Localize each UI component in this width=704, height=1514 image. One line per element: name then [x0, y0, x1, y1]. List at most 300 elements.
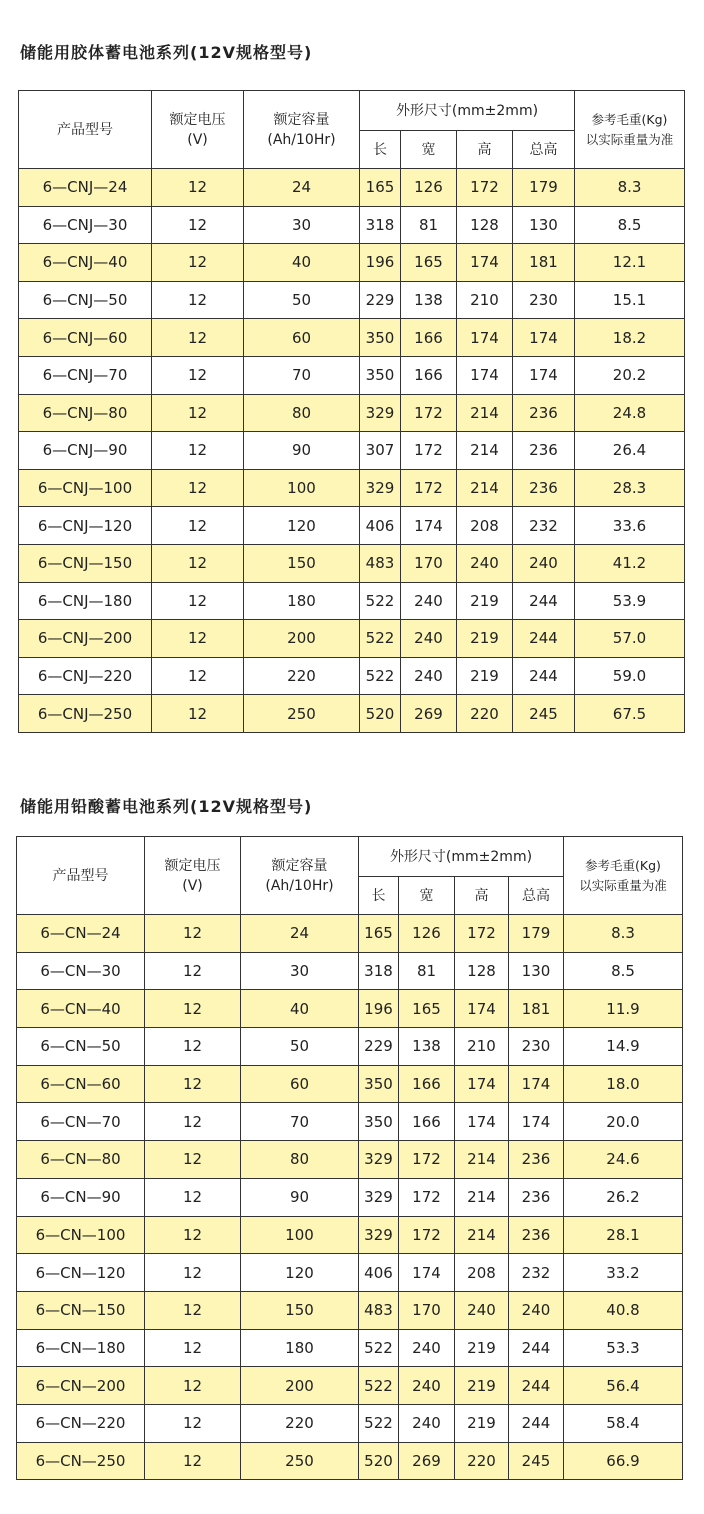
cell-voltage: 12 [145, 1216, 241, 1254]
cell-height: 214 [457, 394, 513, 432]
cell-total-height: 236 [509, 1141, 564, 1179]
header-height: 高 [457, 131, 513, 169]
cell-length: 329 [360, 469, 401, 507]
cell-length: 329 [360, 394, 401, 432]
cell-height: 208 [457, 507, 513, 545]
cell-model: 6—CN—220 [17, 1404, 145, 1442]
table-row [17, 1216, 683, 1254]
cell-weight: 20.2 [575, 356, 685, 394]
header-voltage-line2: (V) [187, 131, 208, 148]
cell-length: 483 [360, 544, 401, 582]
cell-width: 240 [399, 1404, 455, 1442]
cell-weight: 26.2 [564, 1178, 683, 1216]
cell-voltage: 12 [152, 657, 244, 695]
cell-capacity: 220 [241, 1404, 359, 1442]
cell-height: 172 [457, 169, 513, 207]
header-capacity-line1: 额定容量 [271, 857, 328, 874]
cell-height: 128 [455, 952, 509, 990]
cell-total-height: 240 [513, 544, 575, 582]
cell-model: 6—CN—80 [17, 1141, 145, 1179]
cell-length: 483 [359, 1291, 399, 1329]
cell-model: 6—CNJ—100 [19, 469, 152, 507]
cell-total-height: 179 [509, 915, 564, 953]
cell-width: 166 [401, 319, 457, 357]
table-row [19, 544, 685, 582]
cell-model: 6—CNJ—40 [19, 244, 152, 282]
cell-height: 220 [457, 695, 513, 733]
header-capacity-line2: (Ah/10Hr) [267, 131, 336, 148]
cell-capacity: 180 [244, 582, 360, 620]
header-model: 产品型号 [17, 837, 145, 915]
section-title-gel: 储能用胶体蓄电池系列(12V规格型号) [20, 43, 313, 62]
cell-total-height: 230 [509, 1028, 564, 1066]
cell-height: 219 [457, 582, 513, 620]
cell-height: 240 [457, 544, 513, 582]
cell-length: 350 [360, 356, 401, 394]
cell-length: 196 [359, 990, 399, 1028]
cell-capacity: 70 [244, 356, 360, 394]
cell-weight: 33.6 [575, 507, 685, 545]
cell-model: 6—CN—30 [17, 952, 145, 990]
cell-voltage: 12 [145, 1254, 241, 1292]
cell-total-height: 245 [509, 1442, 564, 1480]
cell-model: 6—CNJ—200 [19, 620, 152, 658]
cell-length: 318 [359, 952, 399, 990]
cell-weight: 26.4 [575, 432, 685, 470]
cell-model: 6—CNJ—180 [19, 582, 152, 620]
cell-model: 6—CNJ—120 [19, 507, 152, 545]
cell-voltage: 12 [145, 1329, 241, 1367]
header-dimensions: 外形尺寸(mm±2mm) [359, 837, 564, 877]
cell-weight: 56.4 [564, 1367, 683, 1405]
cell-capacity: 200 [241, 1367, 359, 1405]
cell-width: 126 [399, 915, 455, 953]
cell-model: 6—CNJ—50 [19, 281, 152, 319]
cell-model: 6—CN—250 [17, 1442, 145, 1480]
cell-total-height: 174 [509, 1065, 564, 1103]
cell-capacity: 250 [241, 1442, 359, 1480]
cell-model: 6—CNJ—80 [19, 394, 152, 432]
header-voltage [152, 91, 244, 169]
header-weight [564, 837, 683, 915]
table-row [19, 319, 685, 357]
cell-model: 6—CNJ—70 [19, 356, 152, 394]
header-height: 高 [455, 877, 509, 915]
header-weight-line2: 以实际重量为准 [579, 877, 667, 893]
cell-voltage: 12 [145, 1442, 241, 1480]
cell-width: 166 [399, 1103, 455, 1141]
cell-capacity: 220 [244, 657, 360, 695]
table-row [17, 1367, 683, 1405]
cell-length: 406 [359, 1254, 399, 1292]
cell-total-height: 130 [513, 206, 575, 244]
cell-height: 172 [455, 915, 509, 953]
spec-table-gel [18, 90, 685, 733]
cell-width: 240 [401, 657, 457, 695]
cell-capacity: 200 [244, 620, 360, 658]
cell-capacity: 80 [241, 1141, 359, 1179]
table-row [17, 1442, 683, 1480]
cell-length: 318 [360, 206, 401, 244]
cell-width: 240 [399, 1329, 455, 1367]
cell-height: 219 [457, 620, 513, 658]
cell-width: 166 [401, 356, 457, 394]
cell-height: 219 [455, 1367, 509, 1405]
cell-capacity: 150 [241, 1291, 359, 1329]
cell-voltage: 12 [152, 356, 244, 394]
cell-height: 174 [457, 244, 513, 282]
cell-capacity: 40 [241, 990, 359, 1028]
cell-height: 174 [457, 356, 513, 394]
cell-voltage: 12 [145, 1103, 241, 1141]
cell-length: 350 [359, 1103, 399, 1141]
cell-length: 329 [359, 1141, 399, 1179]
cell-length: 522 [360, 657, 401, 695]
cell-total-height: 174 [509, 1103, 564, 1141]
cell-voltage: 12 [152, 432, 244, 470]
cell-weight: 11.9 [564, 990, 683, 1028]
cell-voltage: 12 [152, 206, 244, 244]
cell-length: 229 [360, 281, 401, 319]
cell-voltage: 12 [152, 394, 244, 432]
cell-width: 269 [401, 695, 457, 733]
cell-model: 6—CN—120 [17, 1254, 145, 1292]
cell-total-height: 236 [509, 1216, 564, 1254]
cell-width: 126 [401, 169, 457, 207]
cell-total-height: 240 [509, 1291, 564, 1329]
cell-height: 240 [455, 1291, 509, 1329]
cell-weight: 8.5 [564, 952, 683, 990]
cell-length: 522 [360, 620, 401, 658]
cell-weight: 24.6 [564, 1141, 683, 1179]
cell-model: 6—CN—24 [17, 915, 145, 953]
cell-weight: 15.1 [575, 281, 685, 319]
cell-voltage: 12 [145, 1028, 241, 1066]
cell-voltage: 12 [145, 915, 241, 953]
cell-capacity: 24 [244, 169, 360, 207]
cell-capacity: 90 [244, 432, 360, 470]
cell-model: 6—CN—150 [17, 1291, 145, 1329]
cell-weight: 14.9 [564, 1028, 683, 1066]
cell-length: 520 [360, 695, 401, 733]
cell-weight: 33.2 [564, 1254, 683, 1292]
table-row [17, 1178, 683, 1216]
cell-length: 350 [360, 319, 401, 357]
header-capacity [241, 837, 359, 915]
cell-width: 172 [399, 1141, 455, 1179]
cell-weight: 8.3 [564, 915, 683, 953]
cell-model: 6—CNJ—90 [19, 432, 152, 470]
cell-height: 174 [457, 319, 513, 357]
cell-weight: 57.0 [575, 620, 685, 658]
table-row [17, 952, 683, 990]
header-weight-line1: 参考毛重(Kg) [591, 111, 668, 127]
cell-height: 220 [455, 1442, 509, 1480]
cell-voltage: 12 [145, 1404, 241, 1442]
cell-height: 219 [457, 657, 513, 695]
header-weight [575, 91, 685, 169]
cell-voltage: 12 [152, 582, 244, 620]
cell-width: 240 [401, 620, 457, 658]
header-length: 长 [359, 877, 399, 915]
cell-capacity: 250 [244, 695, 360, 733]
table-row [19, 695, 685, 733]
cell-width: 170 [401, 544, 457, 582]
section-title-lead-acid: 储能用铅酸蓄电池系列(12V规格型号) [20, 797, 313, 816]
table-row [19, 206, 685, 244]
table-row [19, 507, 685, 545]
header-weight-line1: 参考毛重(Kg) [585, 857, 661, 873]
cell-voltage: 12 [152, 244, 244, 282]
cell-capacity: 50 [241, 1028, 359, 1066]
header-model: 产品型号 [19, 91, 152, 169]
cell-width: 138 [401, 281, 457, 319]
cell-length: 196 [360, 244, 401, 282]
cell-voltage: 12 [152, 544, 244, 582]
header-capacity [244, 91, 360, 169]
cell-total-height: 181 [509, 990, 564, 1028]
cell-voltage: 12 [152, 169, 244, 207]
cell-height: 208 [455, 1254, 509, 1292]
cell-model: 6—CNJ—150 [19, 544, 152, 582]
cell-weight: 59.0 [575, 657, 685, 695]
cell-capacity: 40 [244, 244, 360, 282]
cell-capacity: 24 [241, 915, 359, 953]
cell-total-height: 236 [509, 1178, 564, 1216]
cell-voltage: 12 [145, 1141, 241, 1179]
cell-capacity: 80 [244, 394, 360, 432]
header-width: 宽 [399, 877, 455, 915]
table-row [19, 582, 685, 620]
spec-table-lead-acid [16, 836, 683, 1480]
table-body-gel [19, 169, 685, 733]
cell-weight: 8.3 [575, 169, 685, 207]
cell-capacity: 60 [241, 1065, 359, 1103]
table-row [19, 620, 685, 658]
cell-total-height: 179 [513, 169, 575, 207]
cell-weight: 18.0 [564, 1065, 683, 1103]
cell-model: 6—CNJ—250 [19, 695, 152, 733]
cell-model: 6—CN—40 [17, 990, 145, 1028]
cell-model: 6—CNJ—60 [19, 319, 152, 357]
cell-capacity: 50 [244, 281, 360, 319]
cell-length: 350 [359, 1065, 399, 1103]
cell-model: 6—CNJ—30 [19, 206, 152, 244]
cell-weight: 28.1 [564, 1216, 683, 1254]
header-dimensions: 外形尺寸(mm±2mm) [360, 91, 575, 131]
cell-height: 214 [455, 1141, 509, 1179]
cell-model: 6—CN—200 [17, 1367, 145, 1405]
header-capacity-line1: 额定容量 [273, 111, 330, 128]
table-row [17, 915, 683, 953]
cell-width: 170 [399, 1291, 455, 1329]
cell-height: 210 [455, 1028, 509, 1066]
cell-height: 214 [455, 1216, 509, 1254]
cell-weight: 53.3 [564, 1329, 683, 1367]
cell-total-height: 236 [513, 469, 575, 507]
cell-total-height: 244 [509, 1329, 564, 1367]
table-row [17, 1103, 683, 1141]
table-row [19, 356, 685, 394]
cell-total-height: 174 [513, 319, 575, 357]
cell-capacity: 100 [241, 1216, 359, 1254]
cell-capacity: 120 [241, 1254, 359, 1292]
cell-voltage: 12 [145, 952, 241, 990]
cell-total-height: 244 [513, 620, 575, 658]
header-voltage-line1: 额定电压 [169, 111, 226, 128]
cell-voltage: 12 [152, 507, 244, 545]
cell-length: 406 [360, 507, 401, 545]
cell-width: 172 [399, 1216, 455, 1254]
cell-width: 165 [399, 990, 455, 1028]
cell-model: 6—CN—50 [17, 1028, 145, 1066]
cell-weight: 41.2 [575, 544, 685, 582]
cell-total-height: 244 [509, 1404, 564, 1442]
cell-total-height: 244 [513, 657, 575, 695]
header-length: 长 [360, 131, 401, 169]
header-voltage-line2: (V) [182, 877, 203, 894]
table-row [17, 1291, 683, 1329]
cell-height: 174 [455, 990, 509, 1028]
cell-weight: 53.9 [575, 582, 685, 620]
cell-voltage: 12 [152, 620, 244, 658]
cell-total-height: 130 [509, 952, 564, 990]
table-row [17, 1329, 683, 1367]
cell-height: 174 [455, 1065, 509, 1103]
cell-model: 6—CN—90 [17, 1178, 145, 1216]
cell-total-height: 244 [513, 582, 575, 620]
table-row [17, 1404, 683, 1442]
header-voltage-line1: 额定电压 [164, 857, 221, 874]
table-body-lead-acid [17, 915, 683, 1480]
table-row [19, 169, 685, 207]
cell-weight: 67.5 [575, 695, 685, 733]
cell-width: 172 [401, 469, 457, 507]
cell-voltage: 12 [145, 1178, 241, 1216]
cell-width: 172 [401, 394, 457, 432]
cell-height: 219 [455, 1404, 509, 1442]
cell-model: 6—CN—100 [17, 1216, 145, 1254]
cell-capacity: 100 [244, 469, 360, 507]
header-width: 宽 [401, 131, 457, 169]
cell-length: 522 [359, 1367, 399, 1405]
cell-capacity: 30 [244, 206, 360, 244]
cell-length: 329 [359, 1178, 399, 1216]
cell-total-height: 230 [513, 281, 575, 319]
cell-length: 165 [360, 169, 401, 207]
cell-voltage: 12 [152, 281, 244, 319]
cell-width: 172 [401, 432, 457, 470]
cell-model: 6—CNJ—24 [19, 169, 152, 207]
cell-length: 522 [360, 582, 401, 620]
cell-capacity: 60 [244, 319, 360, 357]
cell-capacity: 120 [244, 507, 360, 545]
cell-width: 174 [399, 1254, 455, 1292]
cell-total-height: 236 [513, 394, 575, 432]
cell-capacity: 70 [241, 1103, 359, 1141]
cell-width: 81 [399, 952, 455, 990]
cell-height: 128 [457, 206, 513, 244]
cell-total-height: 181 [513, 244, 575, 282]
cell-weight: 58.4 [564, 1404, 683, 1442]
cell-height: 214 [455, 1178, 509, 1216]
cell-width: 172 [399, 1178, 455, 1216]
header-total-height: 总高 [513, 131, 575, 169]
cell-weight: 8.5 [575, 206, 685, 244]
cell-height: 214 [457, 432, 513, 470]
cell-height: 214 [457, 469, 513, 507]
table-row [19, 244, 685, 282]
cell-length: 329 [359, 1216, 399, 1254]
cell-width: 240 [401, 582, 457, 620]
cell-capacity: 150 [244, 544, 360, 582]
cell-voltage: 12 [152, 319, 244, 357]
cell-length: 520 [359, 1442, 399, 1480]
cell-weight: 20.0 [564, 1103, 683, 1141]
cell-capacity: 90 [241, 1178, 359, 1216]
header-weight-line2: 以实际重量为准 [585, 131, 674, 147]
cell-total-height: 232 [509, 1254, 564, 1292]
cell-length: 307 [360, 432, 401, 470]
table-row [19, 281, 685, 319]
cell-length: 522 [359, 1329, 399, 1367]
table-row [17, 1028, 683, 1066]
table-row [17, 1065, 683, 1103]
cell-width: 269 [399, 1442, 455, 1480]
cell-width: 240 [399, 1367, 455, 1405]
cell-model: 6—CN—70 [17, 1103, 145, 1141]
cell-width: 138 [399, 1028, 455, 1066]
cell-model: 6—CN—180 [17, 1329, 145, 1367]
cell-total-height: 232 [513, 507, 575, 545]
cell-model: 6—CN—60 [17, 1065, 145, 1103]
cell-weight: 12.1 [575, 244, 685, 282]
cell-weight: 28.3 [575, 469, 685, 507]
cell-height: 219 [455, 1329, 509, 1367]
cell-width: 81 [401, 206, 457, 244]
cell-width: 165 [401, 244, 457, 282]
cell-total-height: 244 [509, 1367, 564, 1405]
table-row [17, 990, 683, 1028]
cell-length: 165 [359, 915, 399, 953]
cell-height: 210 [457, 281, 513, 319]
cell-capacity: 30 [241, 952, 359, 990]
cell-width: 174 [401, 507, 457, 545]
cell-weight: 66.9 [564, 1442, 683, 1480]
cell-width: 166 [399, 1065, 455, 1103]
cell-total-height: 236 [513, 432, 575, 470]
cell-capacity: 180 [241, 1329, 359, 1367]
cell-total-height: 245 [513, 695, 575, 733]
cell-voltage: 12 [145, 990, 241, 1028]
cell-height: 174 [455, 1103, 509, 1141]
table-row [17, 1141, 683, 1179]
cell-weight: 40.8 [564, 1291, 683, 1329]
table-row [17, 1254, 683, 1292]
cell-model: 6—CNJ—220 [19, 657, 152, 695]
header-total-height: 总高 [509, 877, 564, 915]
cell-total-height: 174 [513, 356, 575, 394]
header-voltage [145, 837, 241, 915]
header-capacity-line2: (Ah/10Hr) [265, 877, 334, 894]
table-row [19, 394, 685, 432]
cell-voltage: 12 [145, 1065, 241, 1103]
cell-voltage: 12 [145, 1291, 241, 1329]
cell-voltage: 12 [152, 695, 244, 733]
cell-voltage: 12 [152, 469, 244, 507]
cell-length: 229 [359, 1028, 399, 1066]
cell-length: 522 [359, 1404, 399, 1442]
